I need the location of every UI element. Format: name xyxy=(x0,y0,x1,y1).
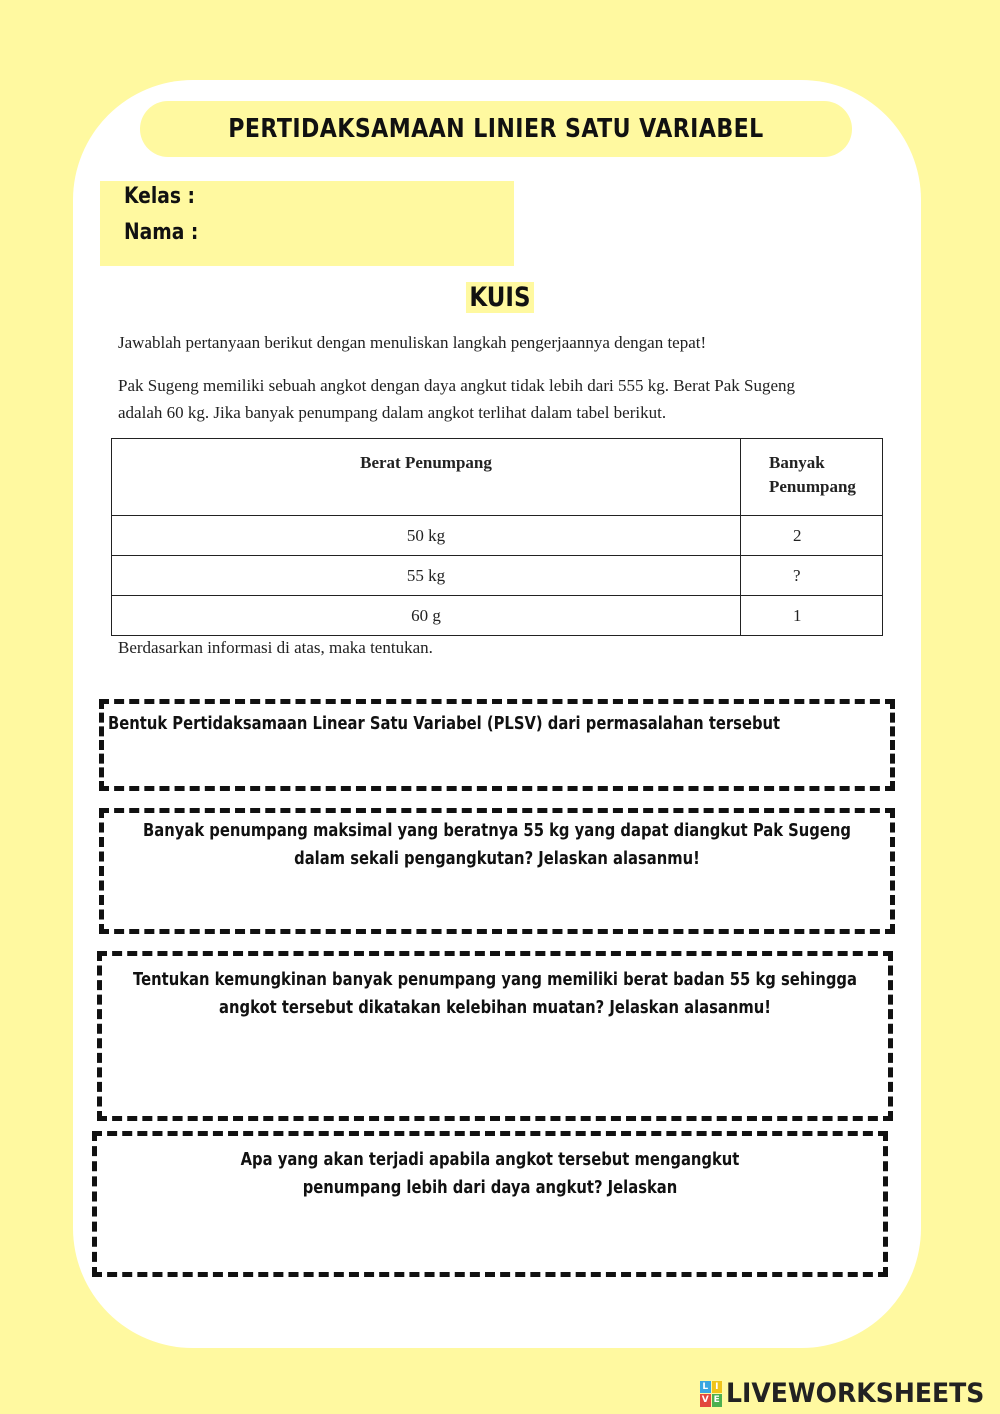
question-3: Tentukan kemungkinan banyak penumpang yang memiliki berat badan 55 kg sehingga angkot tersebut dikatakan kelebihan muatan? Jelaskan alasanmu! xyxy=(133,969,857,1018)
story-line-2: adalah 60 kg. Jika banyak penumpang dalam angkot terlihat dalam tabel berikut. xyxy=(118,403,667,422)
question-1: Bentuk Pertidaksamaan Linear Satu Variabel (PLSV) dari permasalahan tersebut xyxy=(108,713,781,734)
logo-letter: V xyxy=(701,1395,709,1405)
student-identity-box xyxy=(100,181,514,266)
question-2: Banyak penumpang maksimal yang beratnya 55 kg yang dapat diangkut Pak Sugeng dalam sekali pengangkutan? Jelaskan alasanmu! xyxy=(143,820,851,869)
instruction-text: Jawablah pertanyaan berikut dengan menuliskan langkah pengerjaannya dengan tepat! xyxy=(118,333,707,352)
cell-weight: 60 g xyxy=(112,596,741,636)
answer-box-2[interactable] xyxy=(99,808,895,934)
cell-count: 2 xyxy=(741,516,883,556)
liveworksheets-logo-icon xyxy=(700,1381,722,1407)
cell-weight: 50 kg xyxy=(112,516,741,556)
answer-box-4[interactable] xyxy=(92,1131,888,1277)
answer-box-1[interactable] xyxy=(99,699,895,791)
table-header-row xyxy=(112,439,883,516)
liveworksheets-wordmark: LIVEWORKSHEETS xyxy=(726,1378,985,1409)
question-4: Apa yang akan terjadi apabila angkot tersebut mengangkut penumpang lebih dari daya angkut? Jelaskan xyxy=(240,1149,740,1198)
answer-box-3[interactable] xyxy=(97,951,893,1121)
header-banyak-penumpang: Banyak Penumpang xyxy=(741,439,883,516)
cell-count: 1 xyxy=(741,596,883,636)
logo-letter: I xyxy=(712,1381,723,1394)
table-row xyxy=(112,516,883,556)
title-banner xyxy=(140,101,852,157)
liveworksheets-brand[interactable] xyxy=(700,1378,1000,1409)
story-line-1: Pak Sugeng memiliki sebuah angkot dengan daya angkut tidak lebih dari 555 kg. Berat Pak Sugeng xyxy=(118,376,796,395)
cell-count-answer: ? xyxy=(741,556,883,596)
table-row xyxy=(112,556,883,596)
worksheet-title: PERTIDAKSAMAAN LINIER SATU VARIABEL xyxy=(228,114,764,144)
kelas-label: Kelas : xyxy=(124,184,196,209)
kuis-title: KUIS xyxy=(466,282,534,313)
nama-label: Nama : xyxy=(124,220,199,245)
section-heading xyxy=(0,282,1000,313)
cell-weight: 55 kg xyxy=(112,556,741,596)
logo-letter: E xyxy=(712,1394,723,1407)
table-row xyxy=(112,596,883,636)
logo-letter: L xyxy=(700,1381,711,1394)
header-berat-penumpang: Berat Penumpang xyxy=(112,439,741,516)
followup-text: Berdasarkan informasi di atas, maka tentukan. xyxy=(118,638,433,657)
passenger-table xyxy=(111,438,883,636)
